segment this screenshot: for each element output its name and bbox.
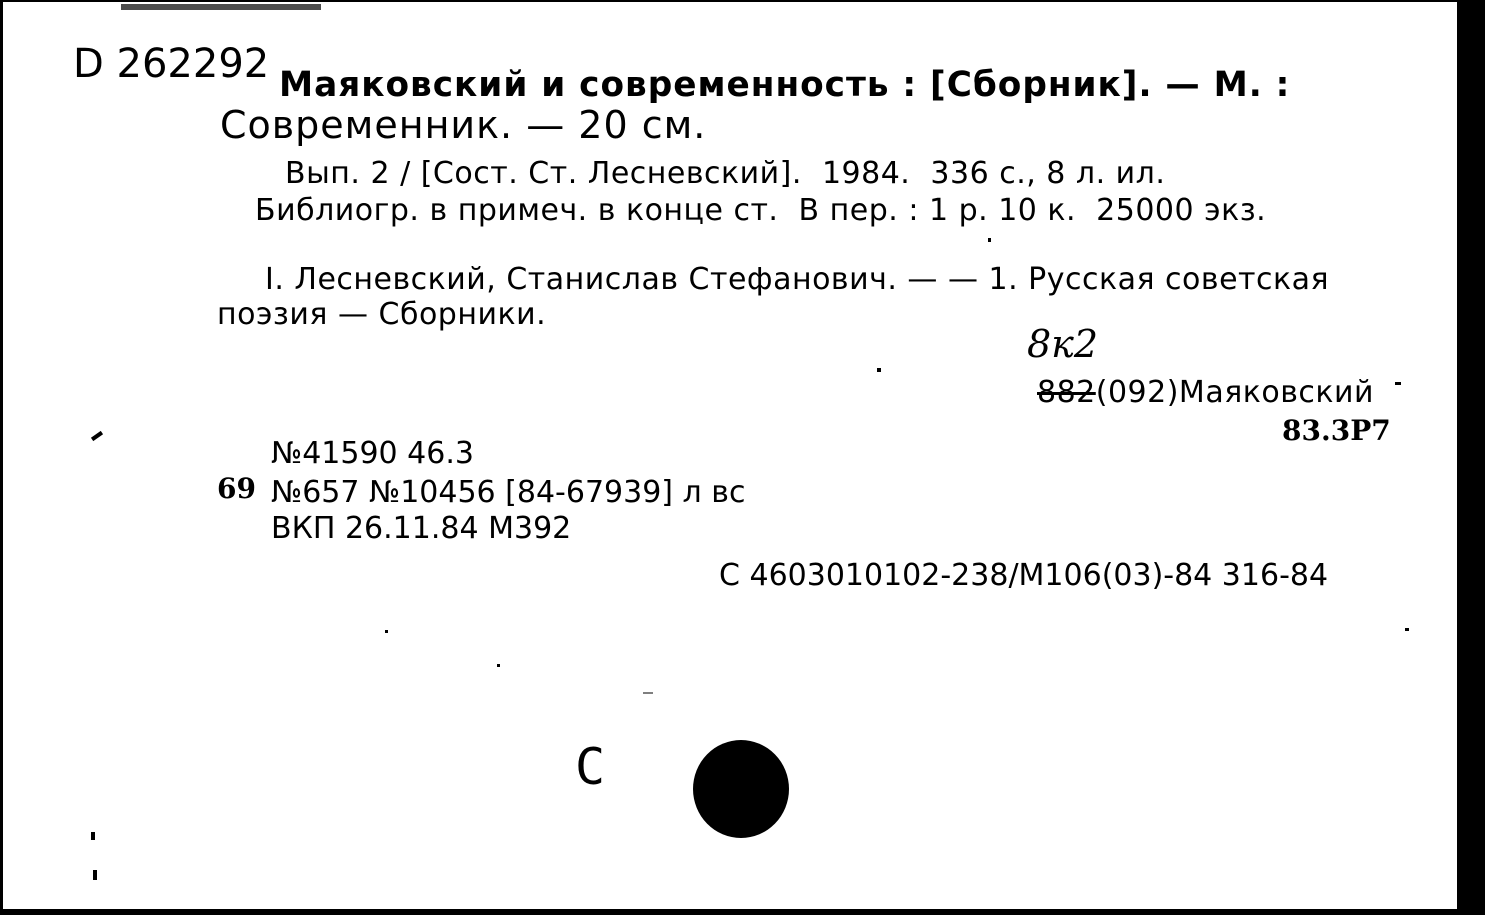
speck-mark — [121, 4, 321, 10]
speck-mark — [643, 692, 653, 694]
speck-mark — [1395, 382, 1401, 385]
vkp-line: ВКП 26.11.84 М392 — [271, 511, 572, 546]
speck-mark — [877, 368, 881, 372]
udk-code — [1037, 375, 1375, 410]
speck-mark — [1405, 628, 1409, 631]
handwritten-note: 8к2 — [1027, 322, 1099, 366]
record-number: №41590 46.3 — [271, 436, 474, 471]
speck-mark — [385, 630, 388, 633]
inventory-number: D 262292 — [73, 41, 270, 87]
punch-hole — [693, 740, 789, 838]
isbn-line: С 4603010102-238/М106(03)-84 316-84 — [719, 558, 1329, 593]
bibliography-line: Библиогр. в примеч. в конце ст. В пер. : 1 р. 10 к. 25000 экз. — [255, 193, 1267, 228]
bbk-code: 83.3Р7 — [1282, 414, 1391, 447]
udk-struck: 882 — [1037, 375, 1096, 410]
title-line-2: Современник. — 20 см. — [220, 103, 707, 147]
author-line: I. Лесневский, Станислав Стефанович. — — 1. Русская советская — [265, 262, 1330, 297]
row-prefix: 69 — [217, 472, 256, 505]
author-line-2: поэзия — Сборники. — [217, 297, 547, 332]
speck-mark — [91, 832, 95, 840]
speck-mark — [988, 238, 991, 242]
speck-mark — [93, 870, 97, 880]
title-line: Маяковский и современность : [Сборник]. — М. : — [279, 65, 1291, 105]
speck-mark — [91, 431, 103, 441]
footer-letter: С — [575, 738, 606, 796]
record-line-2: №657 №10456 [84-67939] л вс — [271, 475, 746, 510]
udk-rest: (092)Маяковский — [1095, 375, 1375, 410]
issue-line: Вып. 2 / [Сост. Ст. Лесневский]. 1984. 336 с., 8 л. ил. — [285, 156, 1166, 191]
speck-mark — [497, 664, 500, 667]
